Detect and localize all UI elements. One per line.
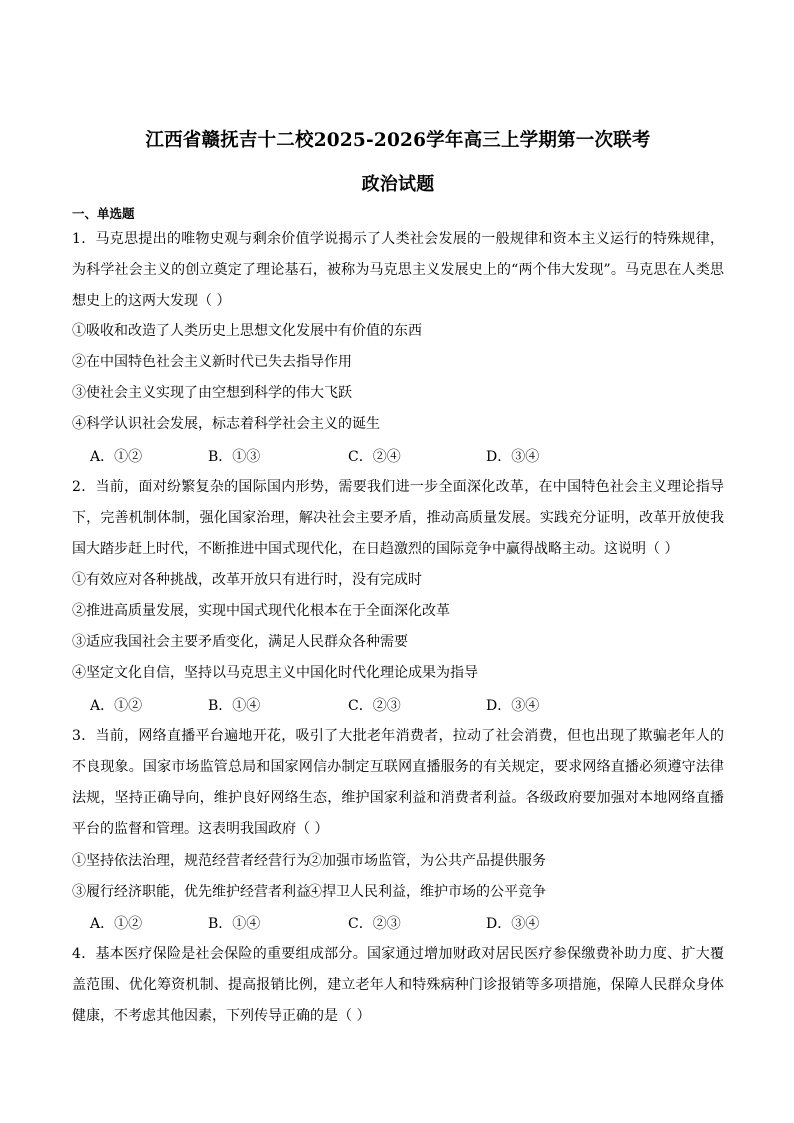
option-b: B．①④ [208,916,261,932]
question-4-stem: 4．基本医疗保险是社会保险的重要组成部分。国家通过增加财政对居民医疗参保缴费补助力度、扩大覆盖范围、优化筹资机制、提高报销比例，建立老年人和特殊病种门诊报销等多项措施，保障人民群众身体健康，不考虑其他因素，下列传导正确的是（ ） [72,946,724,1024]
question-1-item-1: ①吸收和改造了人类历史上思想文化发展中有价值的东西 [72,323,422,339]
question-3-item-4: ④捍卫人民利益，维护市场的公平竞争 [308,884,546,900]
option-d: D．③④ [486,449,540,465]
option-c: C．②④ [348,449,401,465]
question-2-stem: 2．当前，面对纷繁复杂的国际国内形势，需要我们进一步全面深化改革，在中国特色社会主义理论指导下，完善机制体制，强化国家治理，解决社会主要矛盾，推动高质量发展。实践充分证明，改革开放使我国大踏步赶上时代，不断推进中国式现代化，在日趋激烈的国际竞争中赢得战略主动。这说明（ ） [72,479,724,557]
question-1-item-4: ④科学认识社会发展，标志着科学社会主义的诞生 [72,416,380,432]
option-a: A．①② [90,916,143,932]
question-3-items-row-1 [72,850,546,870]
exam-title: 江西省赣抚吉十二校2025-2026学年高三上学期第一次联考 [145,130,651,151]
exam-subtitle: 政治试题 [361,174,435,195]
option-d: D．③④ [486,698,540,714]
option-b: B．①③ [208,449,261,465]
option-a: A．①② [90,449,143,465]
question-3-item-2: ②加强市场监管，为公共产品提供服务 [308,853,546,869]
question-1-item-3: ③使社会主义实现了由空想到科学的伟大飞跃 [72,385,352,401]
question-1-options [72,446,724,466]
question-2-item-1: ①有效应对各种挑战，改革开放只有进行时，没有完成时 [72,572,422,588]
question-1-item-2: ②在中国特色社会主义新时代已失去指导作用 [72,354,352,370]
question-3-item-1: ①坚持依法治理，规范经营者经营行为 [72,853,310,869]
question-2-options [72,695,724,715]
question-2-item-4: ④坚定文化自信，坚持以马克思主义中国化时代化理论成果为指导 [72,665,478,681]
section-heading: 一、单选题 [72,206,135,221]
question-3-items-row-2 [72,881,546,901]
option-c: C．②③ [348,698,401,714]
question-3-options [72,913,724,933]
question-2-item-3: ③适应我国社会主要矛盾变化，满足人民群众各种需要 [72,634,408,650]
question-3-stem: 3．当前，网络直播平台遍地开花，吸引了大批老年消费者，拉动了社会消费，但也出现了欺骗老年人的不良现象。国家市场监管总局和国家网信办制定互联网直播服务的有关规定，要求网络直播必须遵守法律法规，坚持正确导向，维护良好网络生态，维护国家利益和消费者利益。各级政府要加强对本地网络直播平台的监督和管理。这表明我国政府（ ） [72,728,724,837]
option-d: D．③④ [486,916,540,932]
question-3-item-3: ③履行经济职能，优先维护经营者利益 [72,884,310,900]
question-1-stem: 1．马克思提出的唯物史观与剩余价值学说揭示了人类社会发展的一般规律和资本主义运行的特殊规律，为科学社会主义的创立奠定了理论基石，被称为马克思主义发展史上的“两个伟大发现”。马克思在人类思想史上的这两大发现（ ） [72,231,724,309]
option-c: C．②③ [348,916,401,932]
option-a: A．①② [90,698,143,714]
option-b: B．①④ [208,698,261,714]
question-2-item-2: ②推进高质量发展，实现中国式现代化根本在于全面深化改革 [72,603,450,619]
